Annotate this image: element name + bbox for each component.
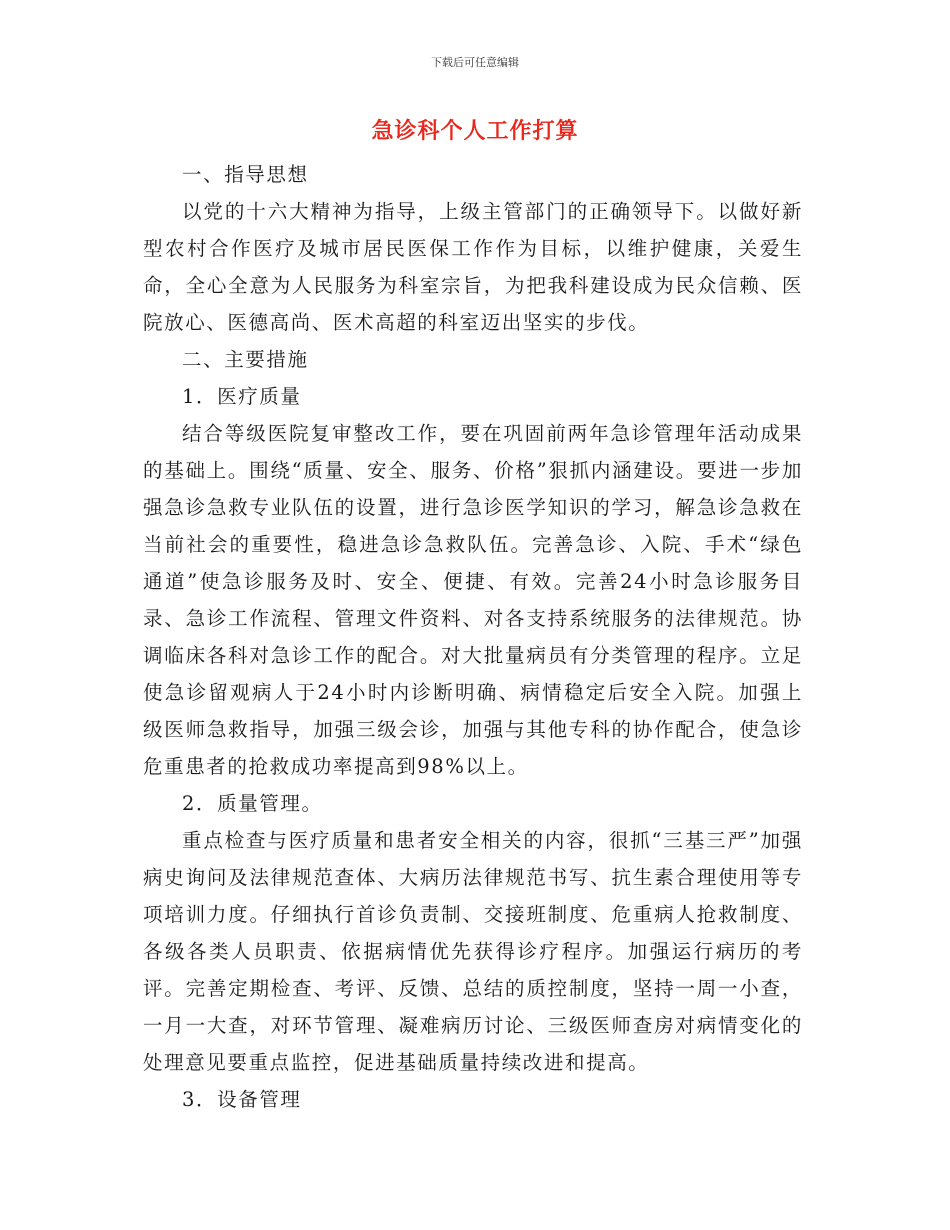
section-heading: 二、主要措施 <box>182 348 309 371</box>
section-heading: 一、指导思想 <box>182 163 309 186</box>
body-paragraph: 结合等级医院复审整改工作，要在巩固前两年急诊管理年活动成果的基础上。围绕“质量、安全、服务、价格”狠抓内涵建设。要进一步加强急诊急救专业队伍的设置，进行急诊医学知识的学习，解急诊急救在当前社会的重要性，稳进急诊急救队伍。完善急诊、入院、手术“绿色通道”使急诊服务及时、安全、便捷、有效。完善24小时急诊服务目录、急诊工作流程、管理文件资料、对各支持系统服务的法律规范。协调临床各科对急诊工作的配合。对大批量病员有分类管理的程序。立足使急诊留观病人于24小时内诊断明确、病情稳定后安全入院。加强上级医师急救指导，加强三级会诊，加强与其他专科的协作配合，使急诊危重患者的抢救成功率提高到98%以上。 <box>143 422 803 778</box>
body-paragraph: 重点检查与医疗质量和患者安全相关的内容，很抓“三基三严”加强病史询问及法律规范查体、大病历法律规范书写、抗生素合理使用等专项培训力度。仔细执行首诊负责制、交接班制度、危重病人抢救制度、各级各类人员职责、依据病情优先获得诊疗程序。加强运行病历的考评。完善定期检查、考评、反馈、总结的质控制度，坚持一周一小查，一月一大查，对环节管理、凝难病历讨论、三级医师查房对病情变化的处理意见要重点监控，促进基础质量持续改进和提高。 <box>143 829 803 1074</box>
subsection-heading: 3．设备管理 <box>182 1088 302 1111</box>
document-title: 急诊科个人工作打算 <box>371 118 579 144</box>
body-paragraph: 以党的十六大精神为指导，上级主管部门的正确领导下。以做好新型农村合作医疗及城市居民医保工作作为目标，以维护健康，关爱生命，全心全意为人民服务为科室宗旨，为把我科建设成为民众信赖、医院放心、医德高尚、医术高超的科室迈出坚实的步伐。 <box>143 200 803 334</box>
subsection-heading: 1．医疗质量 <box>182 385 302 408</box>
document-body <box>143 156 803 1118</box>
header-note: 下载后可任意编辑 <box>431 56 519 69</box>
subsection-heading: 2．质量管理。 <box>182 792 323 815</box>
